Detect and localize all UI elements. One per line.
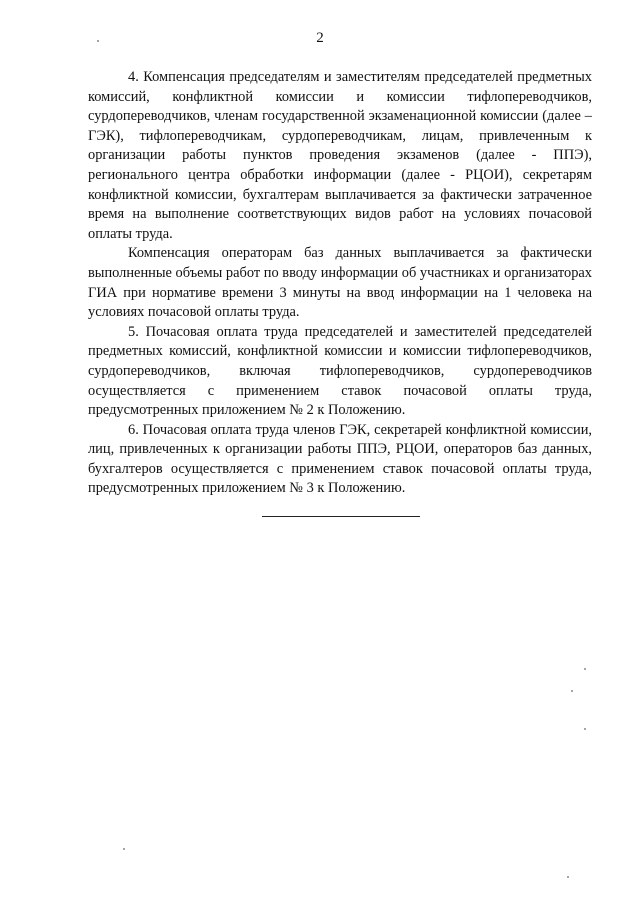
end-rule <box>262 516 420 517</box>
scan-speck <box>123 848 125 850</box>
paragraph-4: 4. Компенсация председателям и заместителям председателей предметных комиссий, конфликтной комиссии и комиссии тифлопереводчиков, сурдопереводчиков, членам государственной экзаменационной комиссии (далее – ГЭК), тифлопереводчикам, сурдопереводчикам, лицам, привлеченным к организации работы пунктов проведения экзаменов (далее - ППЭ), регионального центра обработки информации (далее - РЦОИ), секретарям конфликтной комиссии, бухгалтерам выплачивается за фактически затраченное время на выполнение соответствующих видов работ на условиях почасовой оплаты труда. <box>88 69 592 242</box>
paragraph-6: 6. Почасовая оплата труда членов ГЭК, секретарей конфликтной комиссии, лиц, привлеченных к организации работы ППЭ, РЦОИ, операторов баз данных, бухгалтеров осуществляется с применением ставок почасовой оплаты труда, предусмотренных приложением № 3 к Положению. <box>88 421 592 497</box>
scan-speck <box>584 668 586 670</box>
document-body <box>88 68 592 499</box>
scan-speck <box>567 876 569 878</box>
scan-speck <box>584 728 586 730</box>
scan-speck <box>97 40 99 42</box>
paragraph-5: 5. Почасовая оплата труда председателей и заместителей председателей предметных комиссий, конфликтной комиссии и комиссии тифлопереводчиков, сурдопереводчиков, включая тифлопереводчиков, сурдопереводчиков осуществляется с применением ставок почасовой оплаты труда, предусмотренных приложением № 2 к Положению. <box>88 323 592 419</box>
paragraph-operators: Компенсация операторам баз данных выплачивается за фактически выполненные объемы работ по вводу информации об участниках и организаторах ГИА при нормативе времени 3 минуты на ввод информации на 1 человека на условиях почасовой оплаты труда. <box>88 245 592 321</box>
page-number: 2 <box>316 30 324 46</box>
scan-speck <box>571 690 573 692</box>
